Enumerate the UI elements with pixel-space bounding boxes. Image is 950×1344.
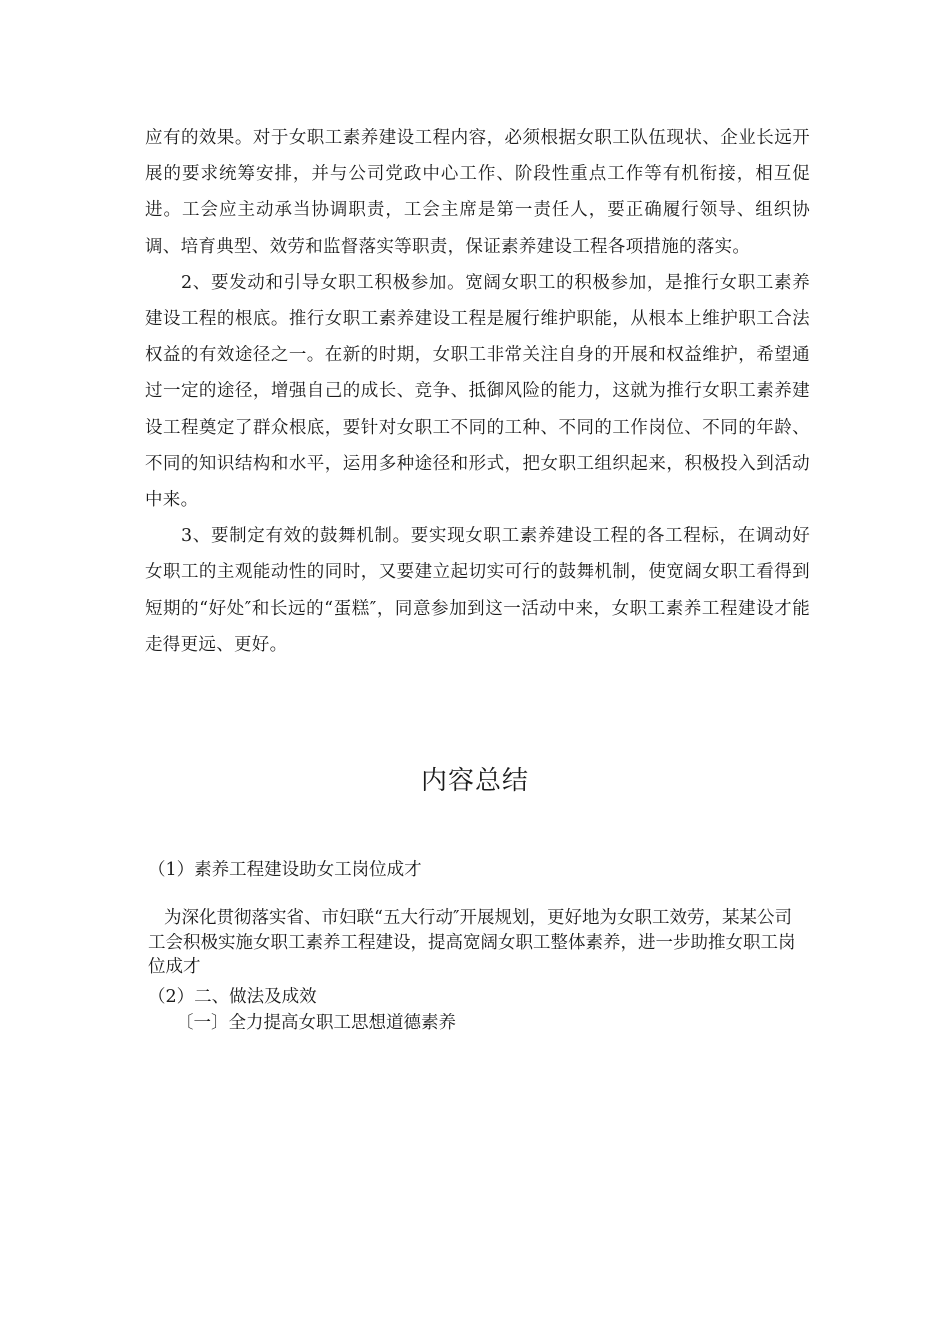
summary-title: 内容总结 bbox=[420, 766, 529, 796]
paragraph-continuation: 应有的效果。对于女职工素养建设工程内容，必须根据女职工队伍现状、企业长远开展的要求统筹安排，并与公司党政中心工作、阶段性重点工作等有机衔接，相互促进。工会应主动承当协调职责，工会主席是第一责任人，要正确履行领导、组织协调、培育典型、效劳和监督落实等职责，保证素养建设工程各项措施的落实。 bbox=[145, 128, 810, 257]
summary-item-1: （1）素养工程建设助女工岗位成才 bbox=[148, 860, 422, 880]
summary-item-2: （2）二、做法及成效 bbox=[148, 987, 317, 1007]
paragraph-point-3: 3、要制定有效的鼓舞机制。要实现女职工素养建设工程的各工程标，在调动好女职工的主观能动性的同时，又要建立起切实可行的鼓舞机制，使宽阔女职工看得到短期的“好处″和长远的“蛋糕″，同意参加到这一活动中来，女职工素养工程建设才能走得更远、更好。 bbox=[145, 526, 810, 655]
summary-paragraph: 为深化贯彻落实省、市妇联“五大行动″开展规划，更好地为女职工效劳，某某公司工会积极实施女职工素养工程建设，提高宽阔女职工整体素养，进一步助推女职工岗位成才 bbox=[148, 908, 796, 977]
paragraph-point-2: 2、要发动和引导女职工积极参加。宽阔女职工的积极参加，是推行女职工素养建设工程的根底。推行女职工素养建设工程是履行维护职能，从根本上维护职工合法权益的有效途径之一。在新的时期，女职工非常关注自身的开展和权益维护，希望通过一定的途径，增强自己的成长、竞争、抵御风险的能力，这就为推行女职工素养建设工程奠定了群众根底，要针对女职工不同的工种、不同的工作岗位、不同的年龄、不同的知识结构和水平，运用多种途径和形式，把女职工组织起来，积极投入到活动中来。 bbox=[145, 272, 810, 511]
summary-sub-item: 〔一〕全力提高女职工思想道德素养 bbox=[176, 1013, 456, 1033]
body-text bbox=[145, 120, 810, 663]
